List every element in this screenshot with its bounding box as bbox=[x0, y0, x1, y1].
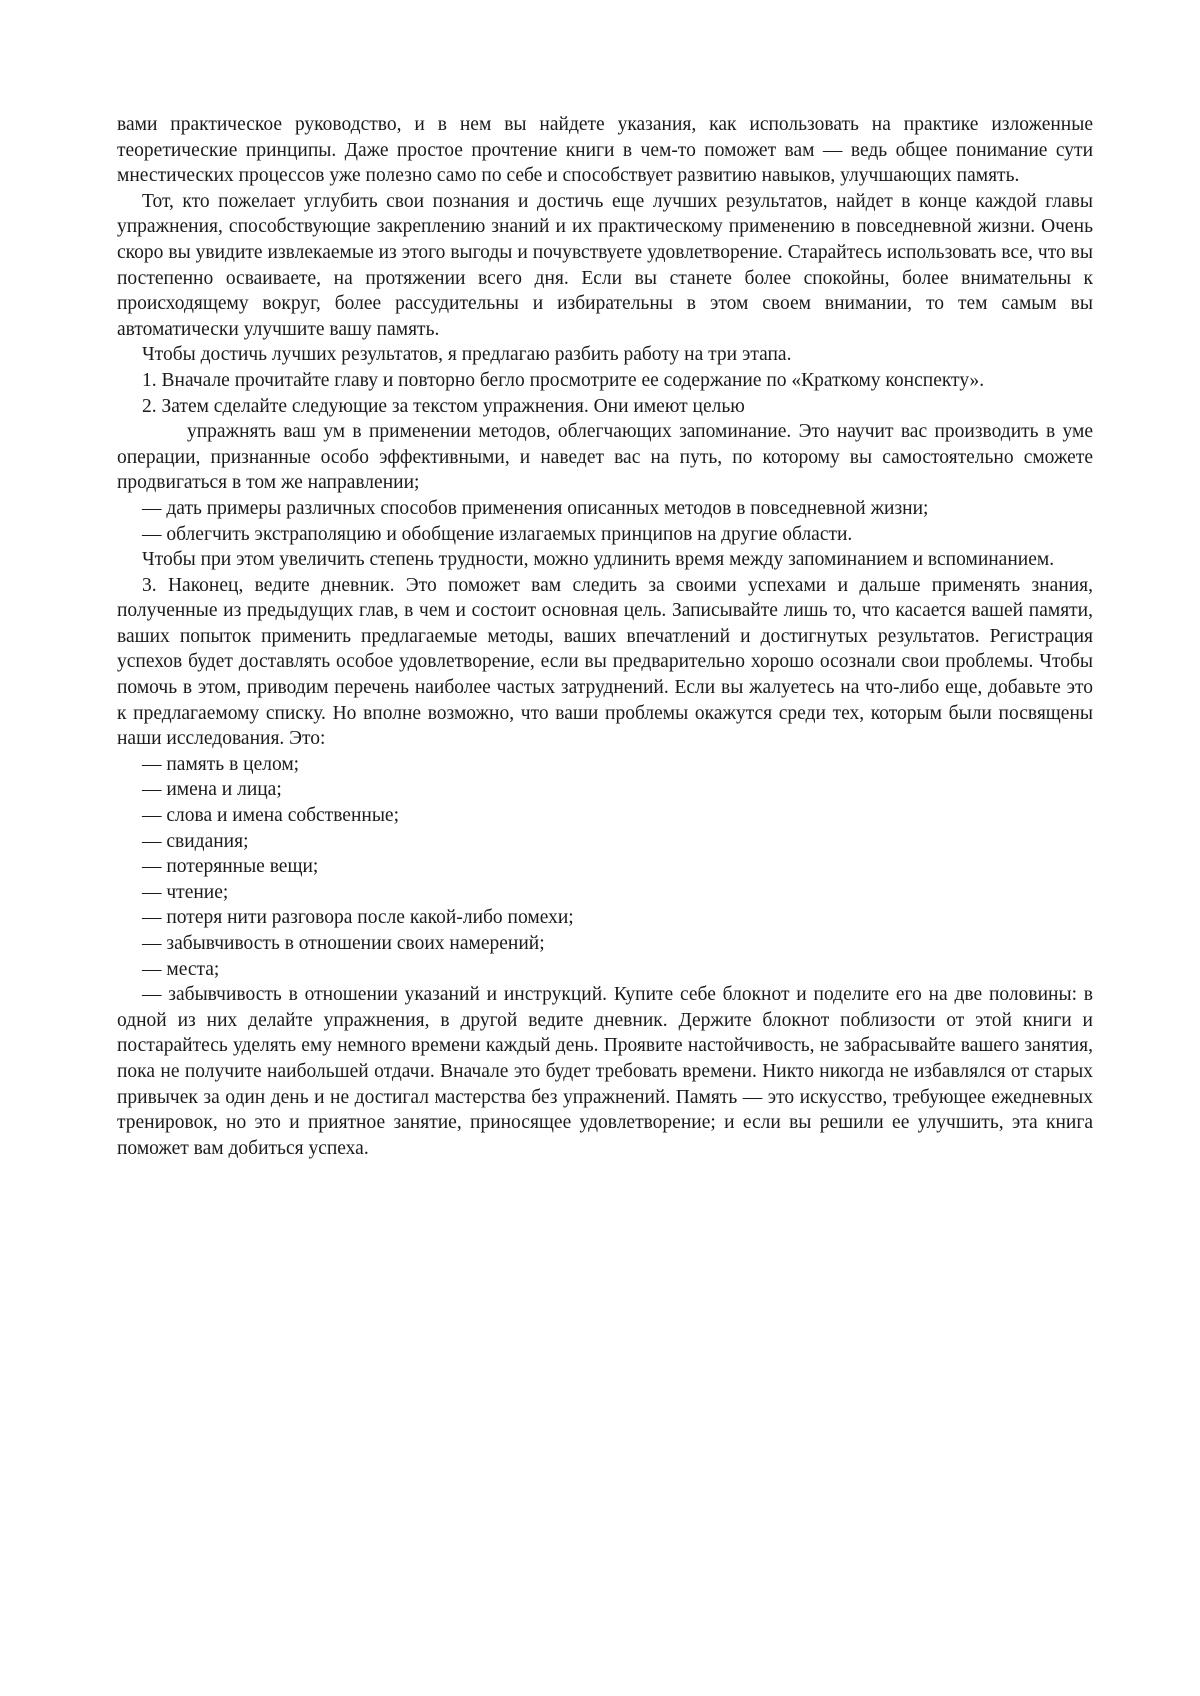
list-item-intentions: — забывчивость в отношении своих намерений; bbox=[142, 933, 545, 954]
list-item-places: — места; bbox=[142, 958, 220, 980]
paragraph-stage-1: 1. Вначале прочитайте главу и повторно бегло просмотрите ее содержание по «Краткому конспекту». bbox=[142, 369, 985, 391]
paragraph-stage-2-goal-1: упражнять ваш ум в применении методов, облегчающих запоминание. Это научит вас производить в уме операции, признанные особо эффективными, и наведет вас на путь, по которому вы самостоятельно сможете продвигаться в том же направлении; bbox=[117, 421, 1093, 494]
document-page bbox=[117, 112, 1093, 1161]
paragraph-deepen: Тот, кто пожелает углубить свои познания и достичь еще лучших результатов, найдет в конце каждой главы упражнения, способствующие закреплению знаний и их практическому применению в повседневной жизни. Очень скоро вы увидите извлекаемые из этого выгоды и почувствуете удовлетворение. Старайтесь использовать все, что вы постепенно осваиваете, на протяжении всего дня. Если вы станете более спокойны, более внимательны к происходящему вокруг, более рассудительны и избирательны в этом своем внимании, то тем самым вы автоматически улучшите вашу память. bbox=[117, 190, 1093, 340]
paragraph-three-stages: Чтобы достичь лучших результатов, я предлагаю разбить работу на три этапа. bbox=[142, 344, 792, 366]
paragraph-stage-2: 2. Затем сделайте следующие за текстом упражнения. Они имеют целью bbox=[142, 395, 745, 417]
list-item-words-proper-names: — слова и имена собственные; bbox=[142, 805, 399, 827]
paragraph-difficulty: Чтобы при этом увеличить степень трудности, можно удлинить время между запоминанием и вспоминанием. bbox=[142, 549, 1055, 571]
list-item-lost-things: — потерянные вещи; bbox=[142, 856, 319, 878]
list-item-lost-thread: — потеря нити разговора после какой-либо помехи; bbox=[142, 907, 574, 929]
list-item-reading: — чтение; bbox=[142, 881, 229, 903]
paragraph-closing: — забывчивость в отношении указаний и инструкций. Купите себе блокнот и поделите его на две половины: в одной из них делайте упражнения, в другой ведите дневник. Держите блокнот поблизости от этой книги и постарайтесь уделять ему немного времени каждый день. Проявите настойчивость, не забрасывайте вашего занятия, пока не получите наибольшей отдачи. Вначале это будет требовать времени. Никто никогда не избавлялся от старых привычек за один день и не достигал мастерства без упражнений. Память — это искусство, требующее ежедневных тренировок, но это и приятное занятие, приносящее удовлетворение; и если вы решили ее улучшить, эта книга поможет вам добиться успеха. bbox=[117, 984, 1093, 1159]
paragraph-stage-3: 3. Наконец, ведите дневник. Это поможет вам следить за своими успехами и дальше применять знания, полученные из предыдущих глав, в чем и состоит основная цель. Записывайте лишь то, что касается вашей памяти, ваших попыток применить предлагаемые методы, ваших впечатлений и достигнутых результатов. Регистрация успехов будет доставлять особое удовлетворение, если вы предварительно хорошо осознали свои проблемы. Чтобы помочь в этом, приводим перечень наиболее частых затруднений. Если вы жалуетесь на что-либо еще, добавьте это к предлагаемому списку. Но вполне возможно, что ваши проблемы окажутся среди тех, которым были посвящены наши исследования. Это: bbox=[117, 574, 1093, 750]
list-item-names-faces: — имена и лица; bbox=[142, 779, 282, 801]
paragraph-intro: вами практическое руководство, и в нем вы найдете указания, как использовать на практике изложенные теоретические принципы. Даже простое прочтение книги в чем-то поможет вам — ведь общее понимание сути мнестических процессов уже полезно само по себе и способствует развитию навыков, улучшающих память. bbox=[117, 114, 1093, 187]
paragraph-stage-2-goal-3: — облегчить экстраполяцию и обобщение излагаемых принципов на другие области. bbox=[142, 523, 853, 545]
list-item-appointments: — свидания; bbox=[142, 830, 249, 852]
list-item-memory-general: — память в целом; bbox=[142, 753, 300, 775]
paragraph-stage-2-goal-2: — дать примеры различных способов применения описанных методов в повседневной жизни; bbox=[142, 497, 929, 519]
